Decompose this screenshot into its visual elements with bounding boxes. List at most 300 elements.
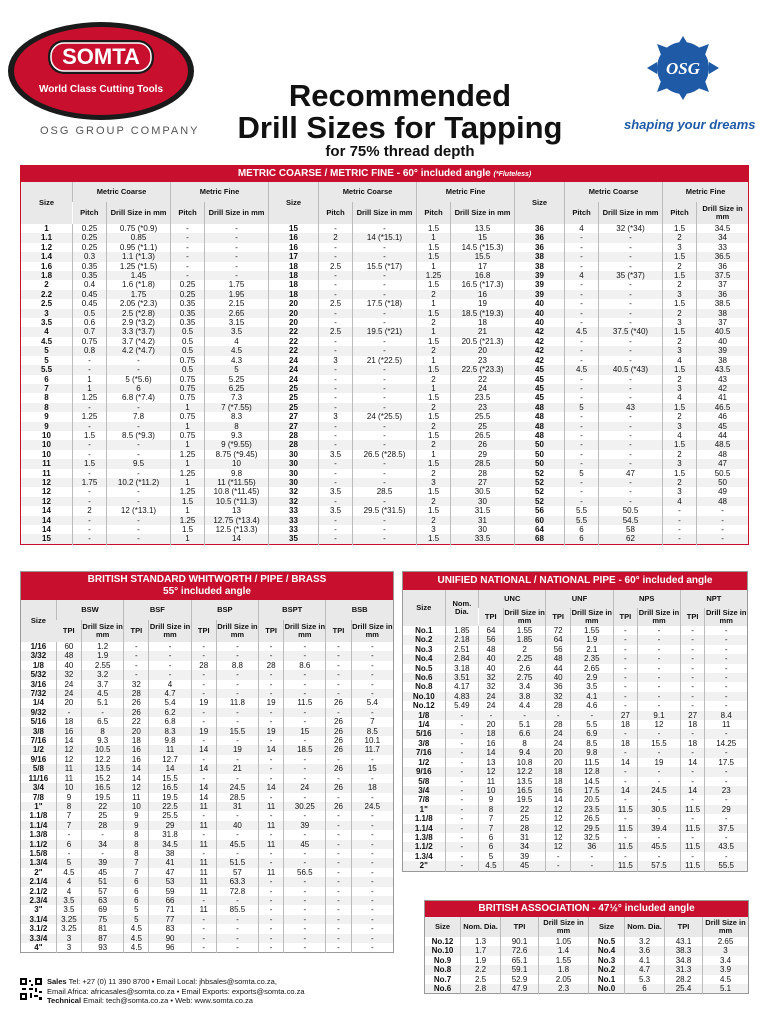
table-cell: - — [613, 748, 638, 757]
table-row — [21, 243, 749, 252]
table-cell: 30 — [451, 497, 515, 506]
table-cell: 11 — [258, 802, 283, 811]
table-cell: 36 — [571, 842, 614, 851]
table-cell: - — [638, 795, 681, 804]
table-cell: 22.5 — [149, 802, 191, 811]
table-cell: - — [73, 487, 107, 496]
table-cell: 4.5 — [124, 943, 149, 953]
table-cell: 5 — [565, 403, 599, 412]
table-cell: - — [73, 440, 107, 449]
table-cell: 77 — [149, 915, 191, 924]
table-cell: 18 — [479, 729, 504, 738]
table-cell: - — [565, 412, 599, 421]
table-cell: 7/16 — [403, 748, 446, 757]
table-cell: - — [284, 680, 326, 689]
table-cell: - — [73, 525, 107, 534]
table-cell: - — [599, 375, 663, 384]
table-cell: - — [565, 262, 599, 271]
table-cell: - — [638, 833, 681, 842]
table-cell: - — [353, 469, 417, 478]
metric-title-bar — [21, 166, 749, 183]
table-cell: 36 — [697, 290, 749, 299]
bsw-group-bsf: BSF — [124, 600, 191, 620]
table-cell: 4 — [21, 327, 73, 336]
table-cell: 2 — [417, 516, 451, 525]
table-row — [21, 271, 749, 280]
table-cell: - — [613, 795, 638, 804]
table-cell: 18 — [680, 720, 705, 729]
table-cell: 20.5 (*21.3) — [451, 337, 515, 346]
table-cell: 3.8 — [503, 692, 546, 701]
table-cell: 37.5 (*40) — [599, 327, 663, 336]
table-cell: 38 — [697, 309, 749, 318]
table-cell: 1/4 — [418, 720, 430, 730]
table-cell: 2.5 — [40, 299, 53, 309]
table-cell: 18 — [56, 717, 81, 726]
table-row — [403, 682, 748, 691]
table-cell: 9.3 — [82, 736, 124, 745]
metric-col-pitch: Pitch — [73, 202, 107, 224]
table-cell: - — [56, 849, 81, 858]
table-cell: 2.8 — [461, 984, 501, 994]
table-cell: 90 — [149, 934, 191, 943]
table-cell: 1.5 — [663, 327, 697, 336]
table-cell: - — [638, 729, 681, 738]
unc-col-tpi: TPI — [546, 608, 571, 626]
table-row — [21, 440, 749, 449]
table-cell: 15.5 — [451, 252, 515, 261]
table-cell: - — [107, 365, 171, 374]
table-cell: - — [216, 670, 258, 679]
table-cell: - — [680, 748, 705, 757]
table-row — [21, 422, 749, 431]
table-cell: 32 — [56, 670, 81, 679]
ba-col-size: Size — [425, 917, 461, 937]
table-cell: - — [705, 701, 748, 710]
table-cell: 3 — [417, 478, 451, 487]
table-cell: 26.5 — [451, 431, 515, 440]
table-cell: 9/16 — [30, 754, 47, 764]
table-cell: 1 — [417, 262, 451, 271]
table-row — [403, 842, 748, 851]
table-cell: 1.5 — [417, 412, 451, 421]
table-cell: 40.5 — [697, 327, 749, 336]
table-cell: 14 — [21, 516, 73, 525]
table-cell: 36 — [546, 682, 571, 691]
table-cell: 22 — [269, 346, 319, 355]
table-row — [21, 412, 749, 421]
table-cell: - — [613, 814, 638, 823]
table-cell: 4.7 — [149, 689, 191, 698]
table-cell: 13.5 — [82, 764, 124, 773]
table-cell: 5 — [565, 469, 599, 478]
table-cell: - — [638, 814, 681, 823]
table-cell: - — [351, 934, 393, 943]
table-cell: 0.95 (*1.1) — [107, 243, 171, 252]
table-cell: No.3 — [415, 644, 433, 654]
table-row — [21, 280, 749, 289]
table-row — [403, 833, 748, 842]
table-row — [403, 852, 748, 861]
bsw-group-bsb: BSB — [326, 600, 394, 620]
table-cell: - — [107, 516, 171, 525]
table-cell: 10 — [479, 786, 504, 795]
table-cell: 16 — [124, 745, 149, 754]
table-cell: - — [613, 767, 638, 776]
table-cell: - — [705, 626, 748, 635]
table-cell: 8.5 — [571, 739, 614, 748]
table-row — [21, 915, 394, 924]
table-cell: 11.5 — [680, 861, 705, 871]
table-cell: 15 — [21, 534, 73, 544]
table-cell: 32 — [269, 497, 319, 506]
table-cell: 1.5 — [663, 252, 697, 261]
table-cell: - — [353, 516, 417, 525]
table-cell: 11.5 — [680, 805, 705, 814]
table-row — [403, 814, 748, 823]
table-cell: 51.5 — [216, 858, 258, 867]
table-cell: 2 — [663, 233, 697, 242]
table-cell: 20 — [546, 758, 571, 767]
table-row — [425, 937, 749, 946]
table-row — [21, 689, 394, 698]
table-row — [21, 877, 394, 886]
table-cell: 15 — [284, 727, 326, 736]
table-cell: 13.5 — [451, 224, 515, 233]
table-cell: 1 — [171, 403, 205, 412]
table-cell: 2.5 — [319, 327, 353, 336]
table-cell: 0.75 — [171, 393, 205, 402]
table-cell: 56.5 — [284, 868, 326, 877]
table-cell: 0.35 — [171, 299, 205, 308]
table-cell: - — [107, 487, 171, 496]
table-cell: - — [326, 680, 351, 689]
table-cell: - — [353, 384, 417, 393]
table-cell: 50 — [515, 459, 565, 468]
bsw-col-size: Size — [21, 600, 57, 642]
table-cell: 1.1 (*1.3) — [107, 252, 171, 261]
table-cell: 3.3 (*3.7) — [107, 327, 171, 336]
table-cell: 50 — [697, 478, 749, 487]
table-cell: 16 — [124, 755, 149, 764]
table-cell: 8 — [479, 805, 504, 814]
table-cell: 40 — [56, 661, 81, 670]
footer-sales-text2[interactable]: Email Africa: africasales@somta.co.za • Email Exports: exports@somta.co.za — [47, 986, 305, 996]
table-cell: - — [565, 233, 599, 242]
table-cell: 39 — [284, 821, 326, 830]
table-cell: 8 — [56, 802, 81, 811]
table-cell: 0.25 — [171, 280, 205, 289]
table-cell: - — [284, 943, 326, 953]
table-cell: 2.2 — [461, 965, 501, 974]
table-cell: - — [351, 793, 393, 802]
table-cell: 2.84 — [445, 654, 479, 663]
table-cell: - — [680, 814, 705, 823]
table-cell: 45.5 — [216, 840, 258, 849]
table-cell: 14 — [258, 745, 283, 754]
table-cell: 39 — [515, 290, 565, 299]
table-cell: - — [205, 233, 269, 242]
table-cell: 3/32 — [21, 651, 57, 660]
table-cell: - — [353, 271, 417, 280]
table-row — [21, 337, 749, 346]
table-row — [425, 946, 749, 955]
table-cell: 0.35 — [73, 262, 107, 271]
table-cell: 5.4 — [149, 698, 191, 707]
table-cell: - — [613, 645, 638, 654]
unc-table — [402, 571, 748, 872]
table-cell: 19 — [191, 727, 216, 736]
table-cell: No.4 — [589, 946, 625, 955]
table-cell: 48 — [697, 497, 749, 506]
table-cell: 19 — [191, 698, 216, 707]
table-cell: 2 — [417, 469, 451, 478]
table-cell: - — [191, 896, 216, 905]
table-cell: 14 — [680, 758, 705, 767]
table-cell: 26.5 — [571, 814, 614, 823]
table-cell: 9 — [21, 422, 73, 431]
table-cell: 1.5 — [663, 403, 697, 412]
table-cell: 4 — [565, 271, 599, 280]
table-cell: 52 — [515, 469, 565, 478]
table-cell: - — [284, 830, 326, 839]
table-cell: - — [284, 755, 326, 764]
table-cell: 11.5 — [680, 824, 705, 833]
table-cell: 1.1/4 — [21, 821, 57, 830]
table-cell: 16 — [479, 739, 504, 748]
table-cell: - — [284, 774, 326, 783]
table-cell: 22.5 (*23.3) — [451, 365, 515, 374]
table-cell: - — [638, 664, 681, 673]
table-cell: - — [149, 651, 191, 660]
table-cell: 4 — [205, 337, 269, 346]
table-cell: - — [284, 924, 326, 933]
table-cell: - — [107, 450, 171, 459]
table-cell: 9.8 — [149, 736, 191, 745]
table-cell: 64 — [515, 525, 565, 534]
table-cell: 2" — [403, 861, 446, 871]
table-cell: 11.5 — [613, 861, 638, 871]
table-cell: 7 — [351, 717, 393, 726]
table-cell: 56 — [479, 635, 504, 644]
table-cell: 5/32 — [21, 670, 57, 679]
table-cell: - — [638, 626, 681, 635]
table-cell: - — [191, 934, 216, 943]
table-cell: 57 — [82, 887, 124, 896]
table-cell: - — [258, 708, 283, 717]
table-cell: 12 — [546, 805, 571, 814]
table-cell: - — [258, 755, 283, 764]
table-cell: No.10 — [425, 946, 461, 955]
footer-sales-text[interactable]: Tel: +27 (0) 11 390 8700 • Email Local: jhbsales@somta.co.za, — [68, 977, 277, 986]
table-cell: 65.1 — [501, 956, 539, 965]
table-cell: 39 — [82, 858, 124, 867]
table-cell: - — [680, 701, 705, 710]
table-cell: 1.5 — [171, 525, 205, 534]
table-cell: 12.5 (*13.3) — [205, 525, 269, 534]
table-cell: 28.5 — [353, 487, 417, 496]
table-cell: - — [353, 224, 417, 233]
bsw-title: BRITISH STANDARD WHITWORTH / PIPE / BRASS — [87, 574, 327, 585]
table-cell: - — [599, 299, 663, 308]
table-cell: 52.9 — [501, 975, 539, 984]
table-cell: - — [613, 852, 638, 861]
table-cell: - — [216, 849, 258, 858]
table-cell: 5 — [205, 365, 269, 374]
table-cell: 1.55 — [503, 626, 546, 635]
table-cell: 8.3 — [149, 727, 191, 736]
table-cell: - — [565, 393, 599, 402]
table-cell: 1.1/8 — [414, 814, 433, 824]
table-row — [403, 795, 748, 804]
table-cell: 32 — [124, 680, 149, 689]
table-cell: - — [565, 384, 599, 393]
table-cell: - — [319, 431, 353, 440]
table-cell: - — [445, 758, 479, 767]
table-cell: 3 — [663, 422, 697, 431]
table-cell: 0.6 — [73, 318, 107, 327]
bsw-col-drill: Drill Size in mm — [149, 620, 191, 642]
table-cell: 16 — [56, 727, 81, 736]
table-cell: - — [284, 934, 326, 943]
table-cell: 8.3 — [205, 412, 269, 421]
table-cell: 29.5 (*31.5) — [353, 506, 417, 515]
table-cell: 10.5 (*11.3) — [205, 497, 269, 506]
table-cell: - — [319, 309, 353, 318]
table-cell: - — [319, 271, 353, 280]
table-cell: 3.6 — [625, 946, 665, 955]
table-cell: - — [565, 478, 599, 487]
table-cell: 19 — [258, 727, 283, 736]
table-cell: 0.85 — [107, 233, 171, 242]
table-cell: 12.2 — [82, 755, 124, 764]
table-cell: 48 — [515, 403, 565, 412]
table-cell: 1.5 — [417, 393, 451, 402]
table-cell: 18 — [451, 318, 515, 327]
table-cell: 9 — [44, 412, 49, 422]
table-cell: 14 — [613, 758, 638, 767]
table-cell: 1/8 — [403, 711, 446, 720]
table-cell: - — [638, 701, 681, 710]
table-cell: - — [697, 506, 749, 515]
table-cell: - — [353, 346, 417, 355]
table-cell: - — [326, 793, 351, 802]
table-cell: - — [680, 767, 705, 776]
table-cell: 40 — [515, 299, 565, 308]
table-cell: 3 — [663, 346, 697, 355]
table-cell: 1.85 — [503, 635, 546, 644]
metric-col-size: Size — [269, 182, 319, 224]
table-cell: - — [258, 924, 283, 933]
table-cell: - — [705, 682, 748, 691]
table-cell: 34.5 — [149, 840, 191, 849]
table-row — [403, 758, 748, 767]
table-cell: 62 — [599, 534, 663, 544]
table-cell: 0.35 — [171, 309, 205, 318]
table-cell: - — [326, 840, 351, 849]
table-row — [21, 821, 394, 830]
table-cell: - — [351, 896, 393, 905]
table-cell: 0.5 — [171, 337, 205, 346]
table-cell: 28 — [258, 661, 283, 670]
table-cell: 1 — [417, 356, 451, 365]
table-cell: 4" — [34, 943, 43, 952]
table-cell: - — [351, 670, 393, 679]
table-cell: 12 (*13.1) — [107, 506, 171, 515]
table-cell: - — [216, 651, 258, 660]
table-cell: 11 — [191, 905, 216, 914]
table-cell: 1.25 (*1.5) — [107, 262, 171, 271]
table-cell: 5/8 — [418, 776, 430, 786]
footer-tech-text[interactable]: Email: tech@somta.co.za • Web: www.somta.co.za — [83, 996, 253, 1005]
table-cell: 48 — [56, 651, 81, 660]
table-cell: 3.5 — [319, 506, 353, 515]
table-cell: 39 — [515, 271, 565, 280]
table-cell: - — [445, 861, 479, 871]
table-cell: 14.5 — [571, 777, 614, 786]
table-cell: 13.5 — [503, 777, 546, 786]
table-cell: 15 — [351, 764, 393, 773]
table-cell: - — [319, 469, 353, 478]
metric-col-pitch: Pitch — [565, 202, 599, 224]
table-cell: 3.5 — [56, 896, 81, 905]
table-cell: 7.8 — [107, 412, 171, 421]
table-cell: - — [319, 365, 353, 374]
table-cell: - — [216, 680, 258, 689]
table-cell: 24 — [479, 701, 504, 710]
table-cell: - — [284, 915, 326, 924]
table-cell: - — [353, 478, 417, 487]
table-cell: - — [638, 635, 681, 644]
table-cell: - — [638, 852, 681, 861]
table-cell: 11.5 — [284, 698, 326, 707]
table-cell: - — [73, 356, 107, 365]
table-cell: 2.9 — [571, 673, 614, 682]
table-cell: - — [205, 271, 269, 280]
table-cell: 14 — [205, 534, 269, 544]
table-row — [21, 365, 749, 374]
table-cell: 93 — [82, 943, 124, 953]
table-cell: 11.5 — [571, 758, 614, 767]
table-cell: 5/8 — [21, 764, 57, 773]
table-cell: - — [445, 786, 479, 795]
table-cell: - — [351, 868, 393, 877]
table-cell: 18 — [613, 739, 638, 748]
page-title-line2: Drill Sizes for Tapping — [237, 110, 563, 145]
table-cell: 2.18 — [445, 635, 479, 644]
table-cell: - — [599, 290, 663, 299]
table-cell: - — [353, 337, 417, 346]
table-row — [21, 384, 749, 393]
table-cell: - — [107, 356, 171, 365]
table-cell: - — [638, 654, 681, 663]
table-cell: 10.2 (*11.2) — [107, 478, 171, 487]
table-cell: - — [216, 830, 258, 839]
table-cell: 0.25 — [73, 233, 107, 242]
table-cell: - — [351, 849, 393, 858]
table-cell: 42 — [515, 356, 565, 365]
table-cell: 26 — [326, 745, 351, 754]
table-cell: 3.7 (*4.2) — [107, 337, 171, 346]
table-cell: - — [351, 642, 393, 651]
metric-title-note: (*Fluteless) — [493, 171, 532, 178]
table-cell: 3.3/4 — [21, 934, 57, 943]
table-cell: - — [73, 403, 107, 412]
table-row — [21, 516, 749, 525]
table-cell: 5.1 — [703, 984, 749, 994]
table-cell: 26.5 (*28.5) — [353, 450, 417, 459]
table-cell: 17.5 — [705, 758, 748, 767]
